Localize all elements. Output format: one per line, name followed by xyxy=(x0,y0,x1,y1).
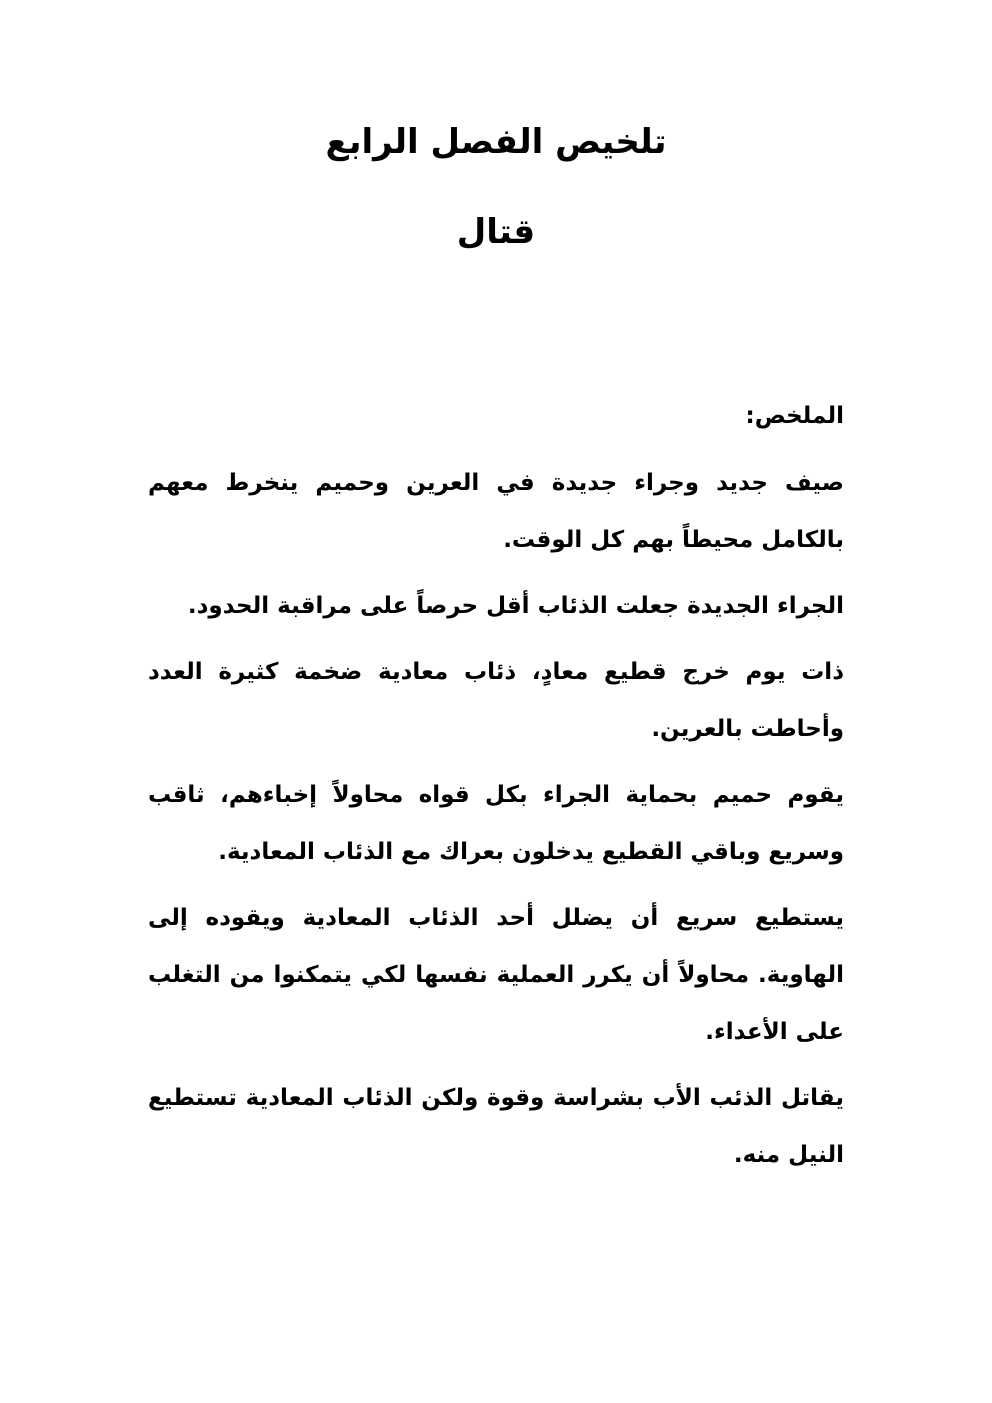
chapter-title: تلخيص الفصل الرابع xyxy=(325,122,667,162)
summary-label: الملخص: xyxy=(745,403,844,429)
summary-paragraph: صيف جديد وجراء جديدة في العرين وحميم ينخرط معهم بالكامل محيطاً بهم كل الوقت. xyxy=(148,470,844,553)
chapter-subtitle: قتال xyxy=(456,212,536,252)
summary-section xyxy=(148,388,844,1193)
summary-paragraph: يقوم حميم بحماية الجراء بكل قواه محاولاً إخباءهم، ثاقب وسريع وباقي القطيع يدخلون بعراك مع الذئاب المعادية. xyxy=(148,782,844,865)
summary-paragraph: الجراء الجديدة جعلت الذئاب أقل حرصاً على مراقبة الحدود. xyxy=(187,593,844,619)
summary-paragraph: يستطيع سريع أن يضلل أحد الذئاب المعادية ويقوده إلى الهاوية. محاولاً أن يكرر العملية نفسها لكي يتمكنوا من التغلب على الأعداء. xyxy=(148,905,844,1045)
summary-paragraph: ذات يوم خرج قطيع معادٍ، ذئاب معادية ضخمة كثيرة العدد وأحاطت بالعرين. xyxy=(148,659,844,742)
summary-paragraph: يقاتل الذئب الأب بشراسة وقوة ولكن الذئاب المعادية تستطيع النيل منه. xyxy=(148,1085,844,1168)
